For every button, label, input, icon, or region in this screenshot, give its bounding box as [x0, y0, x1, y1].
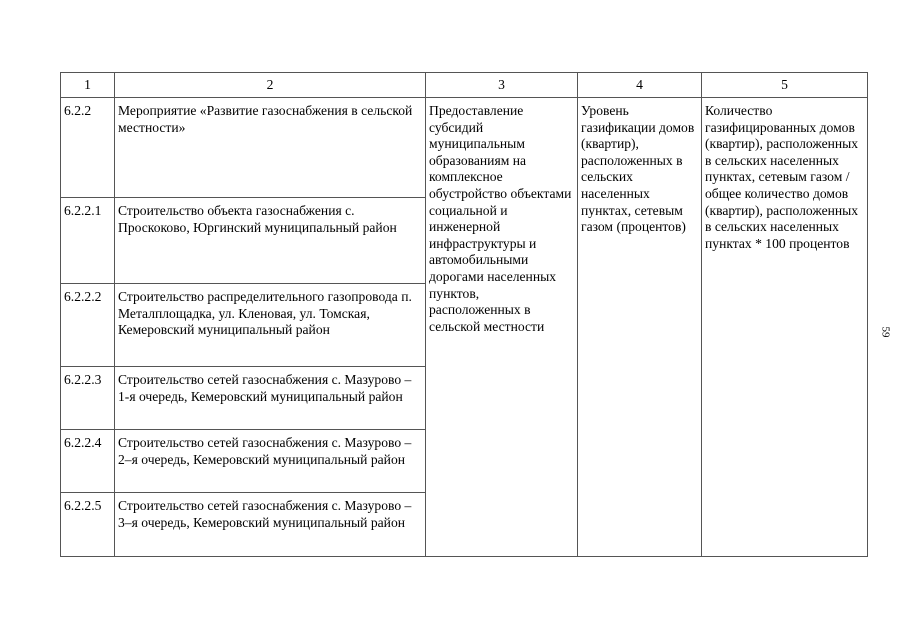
row-number: 6.2.2.5	[61, 493, 115, 557]
header-cell: 3	[426, 73, 578, 98]
row-number: 6.2.2.4	[61, 430, 115, 493]
header-cell: 1	[61, 73, 115, 98]
row-number: 6.2.2.3	[61, 367, 115, 430]
row-number: 6.2.2	[61, 98, 115, 198]
table-row	[61, 98, 868, 198]
indicator-name: Уровень газификации домов (квартир), расположенных в сельских населенных пунктах, сетевым газом (процентов)	[578, 98, 702, 557]
header-cell: 5	[702, 73, 868, 98]
row-number: 6.2.2.1	[61, 198, 115, 284]
page-number: 59	[879, 326, 892, 338]
table-header-row	[61, 73, 868, 98]
measure-description: Предоставление субсидий муниципальным образованиям на комплексное обустройство объектами социальной и инженерной инфраструктуры и автомобильными дорогами населенных пунктов, расположенных в сельской местности	[426, 98, 578, 557]
indicator-formula: Количество газифицированных домов (квартир), расположенных в сельских населенных пунктах, сетевым газом / общее количество домов (квартир), расположенных в сельских населенных пунктах * 100 процентов	[702, 98, 868, 557]
row-name: Мероприятие «Развитие газоснабжения в сельской местности»	[115, 98, 426, 198]
row-name: Строительство объекта газоснабжения с. Проскоково, Юргинский муниципальный район	[115, 198, 426, 284]
row-name: Строительство сетей газоснабжения с. Мазурово – 2–я очередь, Кемеровский муниципальный район	[115, 430, 426, 493]
row-name: Строительство сетей газоснабжения с. Мазурово – 1-я очередь, Кемеровский муниципальный район	[115, 367, 426, 430]
header-cell: 2	[115, 73, 426, 98]
header-cell: 4	[578, 73, 702, 98]
row-number: 6.2.2.2	[61, 284, 115, 367]
row-name: Строительство распределительного газопровода п. Металплощадка, ул. Кленовая, ул. Томская, Кемеровский муниципальный район	[115, 284, 426, 367]
document-table	[60, 72, 868, 557]
row-name: Строительство сетей газоснабжения с. Мазурово – 3–я очередь, Кемеровский муниципальный район	[115, 493, 426, 557]
